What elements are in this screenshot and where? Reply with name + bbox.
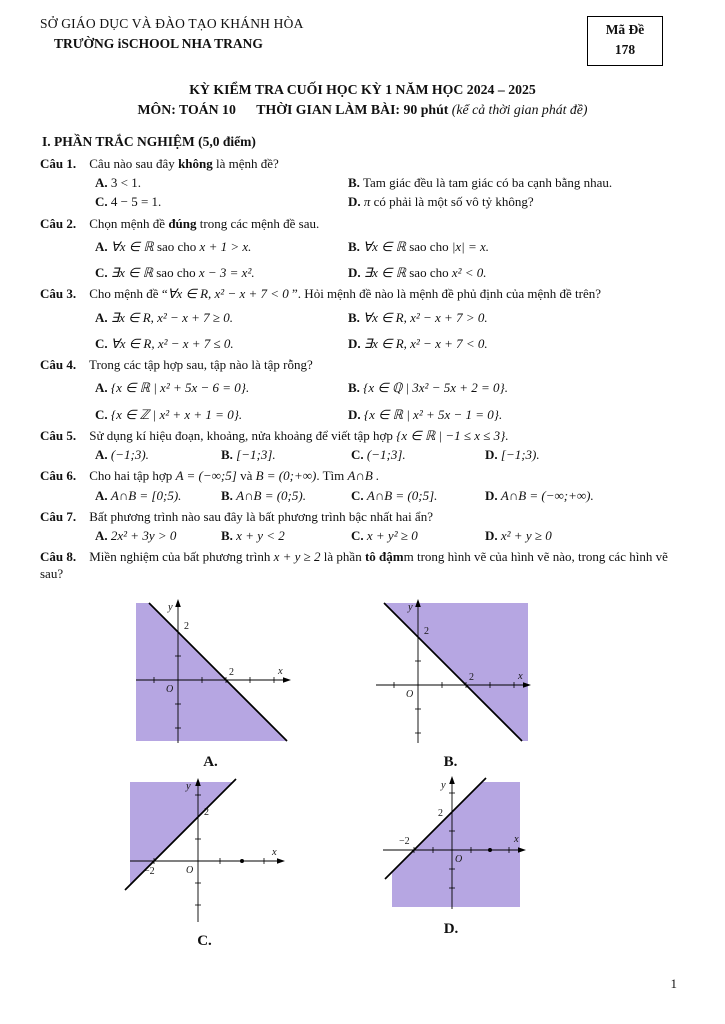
option-b — [221, 488, 351, 504]
option-letter: B. — [221, 447, 233, 463]
option-text: A∩B = (−∞;+∞). — [500, 487, 594, 503]
point-marker — [240, 859, 244, 863]
option-d — [485, 447, 685, 463]
figure-label: D. — [443, 921, 459, 938]
option-c — [95, 265, 348, 281]
question-label: Câu 8. — [40, 549, 77, 565]
page-number: 1 — [670, 975, 677, 991]
option-text: ∀x ∈ R, x² − x + 7 > 0. — [363, 309, 488, 325]
option-letter: D. — [485, 487, 498, 503]
option-text: ∀x ∈ ℝ sao cho x + 1 > x. — [110, 238, 252, 254]
option-text: x² + y ≥ 0 — [500, 528, 552, 544]
option-d — [485, 528, 685, 544]
option-letter: B. — [348, 238, 360, 254]
x-axis-arrow-icon — [283, 677, 291, 683]
option-text: 4 − 5 = 1. — [110, 194, 162, 210]
option-c — [95, 194, 348, 210]
option-letter: D. — [348, 406, 361, 422]
option-text: ∃x ∈ ℝ sao cho x² < 0. — [363, 265, 487, 281]
y-axis-label: y — [168, 601, 173, 613]
option-c — [351, 488, 485, 504]
options — [95, 239, 685, 282]
options — [95, 528, 685, 544]
option-letter: C. — [351, 447, 364, 463]
option-text: (−1;3]. — [366, 447, 406, 463]
figure-b-plot — [368, 595, 533, 747]
shaded-region — [392, 779, 520, 907]
section-title: I. PHẦN TRẮC NGHIỆM (5,0 điểm) — [42, 133, 256, 149]
option-text: A∩B = (0;5). — [236, 487, 306, 503]
question-stem: Sử dụng kí hiệu đoạn, khoảng, nửa khoảng để viết tập hợp {x ∈ ℝ | −1 ≤ x ≤ 3}. — [89, 427, 509, 443]
option-letter: A. — [95, 447, 108, 463]
option-text: 2x² + 3y > 0 — [110, 528, 177, 544]
option-text: [−1;3). — [500, 447, 540, 463]
option-b — [348, 239, 685, 255]
option-letter: B. — [348, 380, 360, 396]
question-stem-line — [40, 216, 685, 232]
header — [40, 16, 685, 66]
option-a — [95, 528, 221, 544]
x-axis-label: x — [272, 846, 277, 858]
option-text: Tam giác đều là tam giác có ba cạnh bằng nhau. — [362, 175, 613, 191]
option-letter: D. — [348, 335, 361, 351]
figure-row-1 — [128, 595, 685, 772]
question-stem-line — [40, 286, 685, 302]
y-tick-label: 2 — [424, 625, 429, 637]
option-d — [485, 488, 685, 504]
question-list — [40, 156, 685, 582]
option-letter: C. — [95, 406, 108, 422]
question-stem-line — [40, 357, 685, 373]
y-axis-label: y — [441, 779, 446, 791]
question — [40, 509, 685, 545]
figure-c-plot — [122, 774, 287, 926]
option-letter: A. — [95, 309, 108, 325]
origin-label: O — [455, 853, 463, 865]
option-b — [348, 175, 685, 191]
shaded-region — [136, 603, 287, 741]
department-name: SỞ GIÁO DỤC VÀ ĐÀO TẠO KHÁNH HÒA — [40, 16, 304, 31]
option-letter: A. — [95, 528, 108, 544]
figure-label: A. — [203, 754, 218, 771]
option-a — [95, 175, 348, 191]
question — [40, 468, 685, 504]
option-b — [348, 380, 685, 396]
y-tick-label: 2 — [204, 806, 209, 818]
question — [40, 216, 685, 282]
option-b — [348, 310, 685, 326]
option-letter: C. — [95, 335, 108, 351]
question-stem-line — [40, 468, 685, 484]
point-marker — [488, 848, 492, 852]
question-stem: Câu nào sau đây không là mệnh đề? — [89, 155, 279, 171]
option-letter: B. — [348, 175, 360, 191]
option-letter: A. — [95, 380, 108, 396]
x-tick-label: −2 — [144, 865, 155, 877]
option-letter: C. — [95, 265, 108, 281]
question — [40, 428, 685, 464]
question-label: Câu 2. — [40, 215, 77, 231]
options — [95, 175, 685, 211]
option-a — [95, 239, 348, 255]
options — [95, 447, 685, 463]
y-axis-label: y — [186, 780, 191, 792]
question-stem: Bất phương trình nào sau đây là bất phương trình bậc nhất hai ẩn? — [89, 508, 433, 524]
option-a — [95, 488, 221, 504]
option-letter: C. — [351, 487, 364, 503]
option-text: {x ∈ ℝ | x² + 5x − 1 = 0}. — [363, 406, 503, 422]
option-d — [348, 336, 685, 352]
option-text: ∃x ∈ ℝ sao cho x − 3 = x². — [110, 265, 255, 281]
option-text: ∃x ∈ R, x² − x + 7 ≥ 0. — [110, 309, 234, 325]
x-tick-label: 2 — [229, 666, 234, 678]
question-label: Câu 5. — [40, 427, 77, 443]
option-letter: B. — [221, 487, 233, 503]
option-text: A∩B = [0;5). — [110, 487, 182, 503]
y-axis-arrow-icon — [175, 599, 181, 607]
exam-code-value: 178 — [614, 42, 636, 58]
origin-label: O — [166, 683, 174, 695]
option-letter: D. — [348, 265, 361, 281]
header-issuer — [40, 16, 304, 53]
option-text: π có phải là một số vô tỷ không? — [363, 194, 534, 210]
x-axis-label: x — [514, 833, 519, 845]
question-stem-line — [40, 549, 685, 582]
figure-a-plot — [128, 595, 293, 747]
options — [95, 380, 685, 423]
exam-code-label: Mã Đề — [605, 22, 645, 37]
option-letter: C. — [351, 528, 364, 544]
option-text: x + y < 2 — [236, 528, 285, 544]
options — [95, 488, 685, 504]
question — [40, 156, 685, 211]
x-tick-label: −2 — [399, 835, 410, 847]
question-label: Câu 1. — [40, 155, 77, 171]
exam-subtitle: MÔN: TOÁN 10 THỜI GIAN LÀM BÀI: 90 phút (kể cả thời gian phát đề) — [137, 101, 588, 117]
y-axis-label: y — [408, 601, 413, 613]
exam-code-box — [587, 16, 663, 66]
figure-label: B. — [443, 754, 458, 771]
option-text: {x ∈ ℚ | 3x² − 5x + 2 = 0}. — [363, 380, 508, 396]
question-stem: Miền nghiệm của bất phương trình x + y ≥ 2 là phần tô đậmm trong hình vẽ của hình vẽ nào, trong các hình vẽ sau? — [40, 549, 668, 581]
option-text: A∩B = (0;5]. — [366, 487, 438, 503]
option-letter: A. — [95, 487, 108, 503]
question-label: Câu 3. — [40, 286, 77, 302]
option-text: {x ∈ ℝ | x² + 5x − 6 = 0}. — [110, 380, 250, 396]
school-name: TRƯỜNG iSCHOOL NHA TRANG — [54, 35, 263, 51]
figure-row-2 — [122, 774, 685, 951]
question-label: Câu 7. — [40, 508, 77, 524]
option-letter: B. — [221, 528, 233, 544]
figure-grid — [40, 595, 685, 951]
x-tick-label: 2 — [469, 671, 474, 683]
question-stem: Cho hai tập hợp A = (−∞;5] và B = (0;+∞). Tìm A∩B . — [89, 468, 380, 484]
question-stem: Cho mệnh đề “∀x ∈ R, x² − x + 7 < 0 ”. Hỏi mệnh đề nào là mệnh đề phủ định của mệnh đề trên? — [89, 286, 602, 302]
figure-d-plot — [375, 774, 527, 914]
option-c — [351, 447, 485, 463]
option-text: [−1;3]. — [236, 447, 276, 463]
options — [95, 310, 685, 353]
option-letter: D. — [348, 194, 361, 210]
question-stem: Trong các tập hợp sau, tập nào là tập rỗng? — [89, 357, 313, 373]
question-label: Câu 4. — [40, 357, 77, 373]
question — [40, 286, 685, 352]
figure-option-a — [128, 595, 293, 772]
question-stem-line — [40, 509, 685, 525]
x-axis-arrow-icon — [277, 858, 285, 864]
origin-label: O — [406, 688, 414, 700]
option-c — [95, 407, 348, 423]
option-letter: B. — [348, 309, 360, 325]
option-text: ∀x ∈ ℝ sao cho |x| = x. — [363, 238, 490, 254]
figure-option-d — [375, 774, 527, 939]
option-text: {x ∈ ℤ | x² + x + 1 = 0}. — [110, 406, 243, 422]
exam-title: KỲ KIỂM TRA CUỐI HỌC KỲ 1 NĂM HỌC 2024 – 2025 — [189, 81, 536, 97]
option-d — [348, 265, 685, 281]
option-letter: D. — [485, 528, 498, 544]
option-d — [348, 407, 685, 423]
option-b — [221, 447, 351, 463]
option-text: ∃x ∈ R, x² − x + 7 < 0. — [363, 335, 488, 351]
option-letter: D. — [485, 447, 498, 463]
option-text: ∀x ∈ R, x² − x + 7 ≤ 0. — [110, 335, 234, 351]
option-b — [221, 528, 351, 544]
option-text: 3 < 1. — [110, 175, 141, 191]
question-stem-line — [40, 428, 685, 444]
y-tick-label: 2 — [438, 807, 443, 819]
option-c — [95, 336, 348, 352]
option-c — [351, 528, 485, 544]
option-a — [95, 310, 348, 326]
option-d — [348, 194, 685, 210]
origin-label: O — [186, 864, 194, 876]
option-a — [95, 380, 348, 396]
x-axis-label: x — [278, 665, 283, 677]
x-axis-arrow-icon — [518, 847, 526, 853]
option-letter: A. — [95, 175, 108, 191]
option-letter: C. — [95, 194, 108, 210]
question-stem: Chọn mệnh đề đúng trong các mệnh đề sau. — [89, 215, 320, 231]
title-block — [40, 81, 685, 118]
y-axis-arrow-icon — [449, 776, 455, 784]
x-axis-label: x — [518, 670, 523, 682]
option-a — [95, 447, 221, 463]
option-letter: A. — [95, 238, 108, 254]
question — [40, 549, 685, 582]
question-stem-line — [40, 156, 685, 172]
question-label: Câu 6. — [40, 468, 77, 484]
option-text: x + y² ≥ 0 — [366, 528, 418, 544]
figure-label: C. — [197, 933, 212, 950]
figure-option-b — [368, 595, 533, 772]
figure-option-c — [122, 774, 287, 951]
y-tick-label: 2 — [184, 620, 189, 632]
option-text: (−1;3). — [110, 447, 149, 463]
question — [40, 357, 685, 423]
